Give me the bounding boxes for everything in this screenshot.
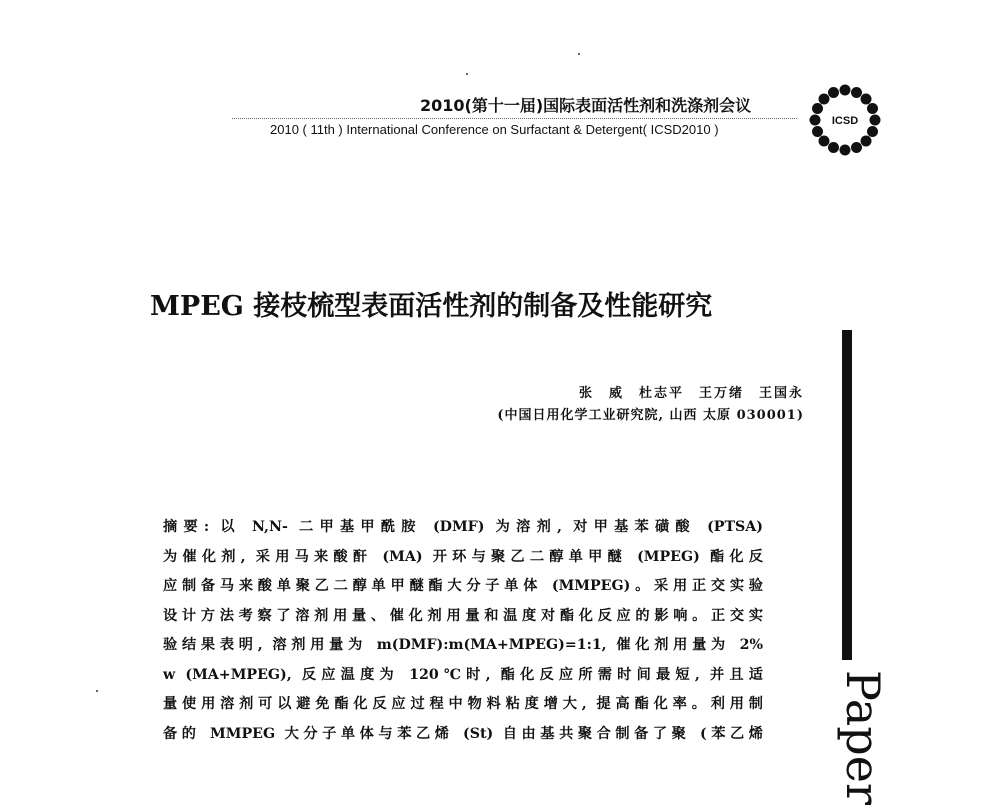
scan-speck [578,53,580,55]
logo-label: ICSD [831,115,859,127]
abstract-line: 应制备马来酸单聚乙二醇单甲醚酯大分子单体 (MMPEG)。采用正交实验 [163,578,763,594]
author-affiliation: (中国日用化学工业研究院, 山西 太原 030001) [497,408,804,423]
scan-speck [466,73,468,75]
scan-speck [96,690,98,692]
abstract-line: 为催化剂, 采用马来酸酐 (MA) 开环与聚乙二醇单甲醚 (MPEG) 酯化反 [163,548,763,565]
abstract-line: 备的 MMPEG 大分子单体与苯乙烯 (St) 自由基共聚合制备了聚 (苯乙烯 [163,725,763,742]
margin-bar [842,330,852,660]
abstract-label: 摘要: [163,519,210,535]
abstract-line: 验结果表明, 溶剂用量为 m(DMF):m(MA+MPEG)=1:1, 催化剂用量为 2% [163,637,763,653]
abstract-line: 量使用溶剂可以避免酯化反应过程中物料粘度增大, 提高酯化率。利用制 [163,696,763,712]
icsd-logo-icon [805,80,885,160]
abstract-line: 设计方法考察了溶剂用量、催化剂用量和温度对酯化反应的影响。正交实 [163,607,763,624]
author-list: 张 威 杜志平 王万绪 王国永 [578,386,804,401]
section-label: Paper [836,670,890,805]
paper-title: MPEG 接枝梳型表面活性剂的制备及性能研究 [150,291,713,322]
conference-title-en: 2010 ( 11th ) International Conference on Surfactant & Detergent( ICSD2010 ) [270,122,719,137]
abstract-line: 摘要: 以 N,N- 二甲基甲酰胺 (DMF) 为溶剂, 对甲基苯磺酸 (PTSA) [163,519,763,535]
abstract-line: w (MA+MPEG), 反应温度为 120℃时, 酯化反应所需时间最短, 并且适 [163,666,763,683]
conference-title-cn: 2010(第十一届)国际表面活性剂和洗涤剂会议 [420,96,752,115]
header-divider [232,118,797,119]
abstract [163,513,763,749]
